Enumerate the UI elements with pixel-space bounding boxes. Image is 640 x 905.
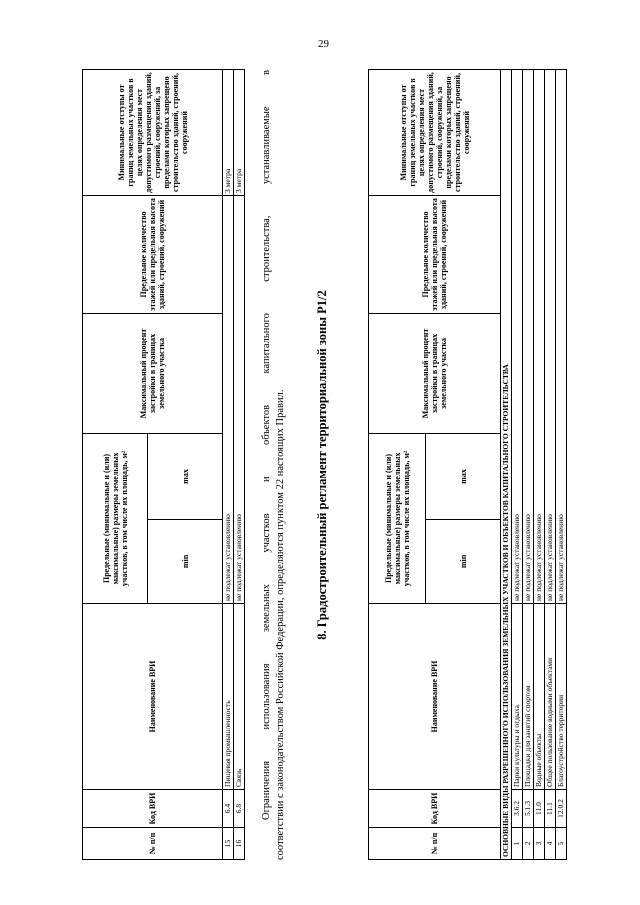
- table-header-row: [369, 70, 426, 860]
- table-row: [223, 70, 234, 860]
- cell-size: не подлежат установлению: [534, 70, 545, 604]
- column-header-build-percent: Максимальный процент застройки в границах земельного участка: [83, 314, 223, 434]
- cell-num: 1: [512, 828, 523, 860]
- column-header-min: min: [148, 520, 223, 604]
- restrictions-paragraph-line-1: Ограничения использования земельных участков и объектов капитального строительства, устанавливаемые в: [261, 70, 272, 820]
- table-row: [234, 70, 245, 860]
- cell-name: Водные объекты: [534, 604, 545, 790]
- cell-code: 12.0.2: [556, 790, 567, 828]
- column-header-build-percent: Максимальный процент застройки в границах земельного участка: [369, 314, 501, 434]
- cell-size: не подлежат установлению: [556, 70, 567, 604]
- restrictions-paragraph-line-2: соответствии с законодательством Российской Федерации, определяются пунктом 22 настоящих Правил.: [275, 389, 286, 860]
- column-header-size-group: Предельные (минимальные и (или) максимальные) размеры земельных участков, в том числе их площадь, м²: [369, 434, 426, 604]
- table-row: [534, 70, 545, 860]
- column-header-name: Наименование ВРИ: [83, 604, 223, 790]
- cell-name: Пищевая промышленность: [223, 604, 234, 790]
- table-zone-previous: [82, 69, 245, 860]
- column-header-floors: Предельное количество этажей или предельная высота зданий, строений, сооружений: [83, 196, 223, 314]
- cell-num: 2: [523, 828, 534, 860]
- table-row: [556, 70, 567, 860]
- column-header-name: Наименование ВРИ: [369, 604, 501, 790]
- table-row: [523, 70, 534, 860]
- cell-num: 5: [556, 828, 567, 860]
- cell-code: 11.0: [534, 790, 545, 828]
- column-header-setback: Минимальные отступы от границ земельных участков в целях определения мест допустимого размещения зданий, строений, сооружений, за пределами которых запрещено строительство зданий, строений, сооружений: [83, 70, 223, 196]
- column-header-min: min: [426, 520, 501, 604]
- table-caption: ОСНОВНЫЕ ВИДЫ РАЗРЕШЕННОГО ИСПОЛЬЗОВАНИЯ ЗЕМЕЛЬНЫХ УЧАСТКОВ И ОБЪЕКТОВ КАПИТАЛЬНОГО СТРОИТЕЛЬСТВА: [501, 70, 512, 860]
- section-title: 8. Градостроительный регламент территориальной зоны Р1/2: [315, 290, 329, 640]
- cell-code: 6.4: [223, 790, 234, 828]
- rotated-page-content: [82, 70, 565, 860]
- cell-size: не подлежат установлению: [523, 70, 534, 604]
- column-header-num: № п/п: [369, 828, 501, 860]
- cell-name: Площадки для занятий спортом: [523, 604, 534, 790]
- column-header-code: Код ВРИ: [83, 790, 223, 828]
- table-row: [545, 70, 556, 860]
- cell-name: Благоустройство территории: [556, 604, 567, 790]
- column-header-size-group: Предельные (минимальные и (или) максимальные) размеры земельных участков, в том числе их площадь, м²: [83, 434, 148, 604]
- column-header-num: № п/п: [83, 828, 223, 860]
- column-header-floors: Предельное количество этажей или предельная высота зданий, строений, сооружений: [369, 196, 501, 314]
- cell-name: Связь: [234, 604, 245, 790]
- column-header-setback: Минимальные отступы от границ земельных участков в целях определения мест допустимого размещения зданий, строений, сооружений, за пределами которых запрещено строительство зданий, строений, сооружений: [369, 70, 501, 196]
- table-row: [512, 70, 523, 860]
- cell-num: 15: [223, 828, 234, 860]
- cell-name: Общее пользование водными объектами: [545, 604, 556, 790]
- table-caption-row: [501, 70, 512, 860]
- column-header-max: max: [426, 434, 501, 520]
- table-zone-r1-2: [368, 69, 567, 860]
- table-header-row: [83, 70, 148, 860]
- cell-setback: 3 метра: [223, 70, 234, 196]
- cell-code: 5.1.3: [523, 790, 534, 828]
- cell-setback: 3 метра: [234, 70, 245, 196]
- column-header-max: max: [148, 434, 223, 520]
- cell-size: не подлежат установлению: [545, 70, 556, 604]
- cell-size: не подлежат установлению: [512, 70, 523, 604]
- page-number: 29: [318, 38, 329, 50]
- cell-name: Парки культуры и отдыха: [512, 604, 523, 790]
- cell-num: 16: [234, 828, 245, 860]
- cell-size: не подлежат установлению: [223, 196, 234, 604]
- cell-size: не подлежат установлению: [234, 196, 245, 604]
- column-header-code: Код ВРИ: [369, 790, 501, 828]
- cell-num: 4: [545, 828, 556, 860]
- cell-code: 3.6.2: [512, 790, 523, 828]
- cell-code: 6.8: [234, 790, 245, 828]
- cell-code: 11.1: [545, 790, 556, 828]
- cell-num: 3: [534, 828, 545, 860]
